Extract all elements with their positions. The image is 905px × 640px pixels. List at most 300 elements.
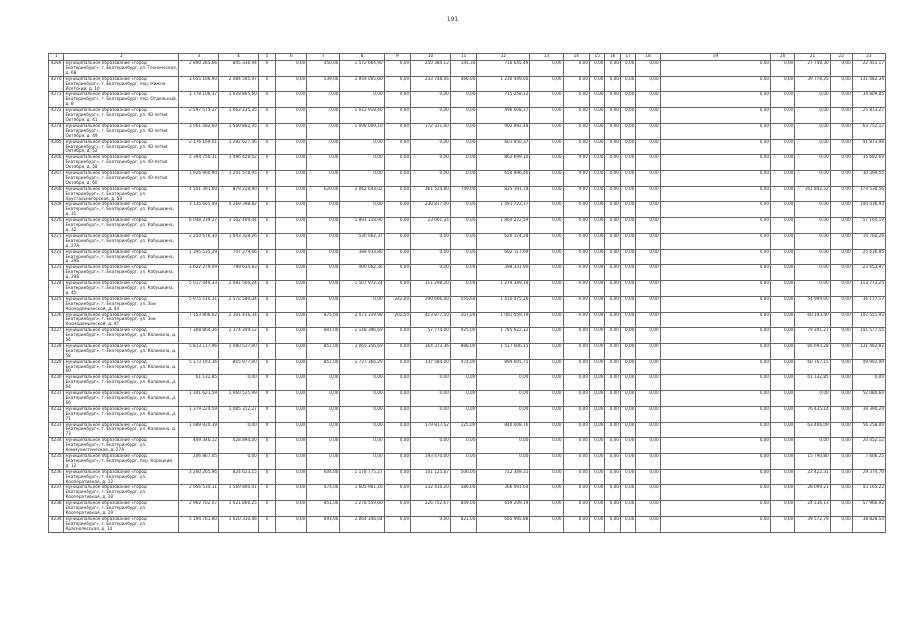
table-cell: 0,00: [830, 375, 852, 391]
table-cell: 3 135 665,49: [179, 202, 219, 218]
table-cell: 0,00: [563, 233, 590, 249]
table-cell: 23 653,97: [852, 265, 885, 281]
table-cell: 0,00: [660, 312, 770, 328]
column-number-cell: 14: [563, 54, 590, 61]
table-cell: 428 894,00: [219, 438, 259, 454]
table-cell: 0,00: [590, 202, 605, 218]
address-cell: муниципальное образование «город Екатеринбург», г. Екатеринбург, ул. Зои Космодемьянской, д. 47: [64, 312, 179, 328]
table-cell: 0,00: [636, 249, 660, 265]
table-cell: 0,00: [771, 123, 795, 139]
table-cell: 0,00: [605, 422, 620, 438]
table-cell: 0,00: [384, 453, 411, 469]
table-row: [49, 453, 886, 469]
table-cell: 0,00: [276, 92, 307, 108]
row-number-cell: 4230: [49, 375, 64, 391]
address-cell: муниципальное образование «город Екатеринбург», г. Екатеринбург, ул. Коммунистическая, д. 27А: [64, 438, 179, 454]
table-cell: 131 082,34: [852, 76, 885, 92]
address-cell: муниципальное образование «город Екатеринбург», г. Екатеринбург, ул. Кабушкина, д. 32: [64, 218, 179, 234]
table-cell: 474,00: [450, 359, 477, 375]
table-cell: 620 174,28: [477, 233, 530, 249]
address-cell: муниципальное образование «город Екатеринбург», г. Екатеринбург, пер. Нижне-Исетский, д. 10: [64, 76, 179, 92]
table-cell: 0,00: [590, 186, 605, 202]
table-cell: 0: [258, 296, 276, 312]
table-cell: 207,00: [450, 312, 477, 328]
column-number-cell: 23: [852, 54, 885, 61]
table-cell: 20 452,12: [852, 438, 885, 454]
table-row: [49, 406, 886, 422]
address-cell: муниципальное образование «город Екатеринбург», г. Екатеринбург, ул. Калинина, д. 60: [64, 359, 179, 375]
table-cell: 0,00: [276, 265, 307, 281]
table-cell: 0,00: [620, 123, 635, 139]
table-cell: 0,00: [605, 391, 620, 407]
column-number-cell: 18: [636, 54, 660, 61]
table-cell: 0,00: [384, 139, 411, 155]
table-cell: 862 699,10: [477, 155, 530, 171]
table-cell: 0,00: [411, 516, 451, 532]
table-cell: 449 346,12: [179, 438, 219, 454]
table-cell: 0,00: [384, 76, 411, 92]
table-cell: 0,00: [590, 375, 605, 391]
table-cell: 0,00: [620, 359, 635, 375]
table-cell: 0,00: [307, 218, 340, 234]
table-cell: 0,00: [384, 469, 411, 485]
table-cell: 0,00: [563, 92, 590, 108]
table-cell: 0,00: [450, 281, 477, 297]
table-cell: 0,00: [477, 453, 530, 469]
table-cell: 0: [258, 438, 276, 454]
table-cell: 0,00: [620, 406, 635, 422]
table-cell: 23 001,34: [411, 218, 451, 234]
table-cell: 0,00: [771, 501, 795, 517]
table-row: [49, 186, 886, 202]
address-cell: муниципальное образование «город Екатеринбург», г. Екатеринбург, ул. Кооперативная, д. 19: [64, 501, 179, 517]
table-cell: 0,00: [590, 501, 605, 517]
address-cell: муниципальное образование «город Екатеринбург», г. Екатеринбург, ул. 40-летия Октября, д. 52: [64, 139, 179, 155]
table-cell: 0,00: [384, 375, 411, 391]
table-cell: 0: [258, 233, 276, 249]
table-cell: 1 569 862,35: [219, 123, 259, 139]
table-cell: 0,00: [830, 249, 852, 265]
data-table: [48, 53, 886, 533]
row-number-cell: 4224: [49, 281, 64, 297]
row-number-cell: 4221: [49, 233, 64, 249]
table-cell: 0,00: [771, 61, 795, 77]
table-cell: 0,00: [795, 438, 830, 454]
table-cell: 0,00: [636, 406, 660, 422]
table-cell: 799 634,83: [219, 265, 259, 281]
table-cell: 0,00: [450, 249, 477, 265]
table-cell: 0,00: [411, 233, 451, 249]
table-cell: 0,00: [384, 108, 411, 124]
table-cell: 0,00: [620, 485, 635, 501]
table-cell: 179 817,52: [411, 422, 451, 438]
table-cell: 1 085 312,27: [219, 406, 259, 422]
table-cell: 0,00: [340, 422, 384, 438]
table-cell: 0,00: [450, 108, 477, 124]
table-cell: 0,00: [605, 296, 620, 312]
table-cell: 0,00: [276, 123, 307, 139]
table-cell: 0,00: [563, 422, 590, 438]
table-cell: 851,00: [307, 501, 340, 517]
table-cell: 0,00: [530, 312, 563, 328]
table-cell: 0,00: [636, 92, 660, 108]
table-cell: 0,00: [636, 391, 660, 407]
table-cell: 0,00: [830, 76, 852, 92]
table-cell: 0,00: [590, 171, 605, 187]
table-cell: 1 496 428,02: [219, 155, 259, 171]
table-cell: 0,00: [276, 359, 307, 375]
table-cell: 0,00: [384, 485, 411, 501]
row-number-cell: 4238: [49, 501, 64, 517]
page-number: 191: [446, 16, 459, 23]
table-row: [49, 438, 886, 454]
table-cell: 0: [258, 108, 276, 124]
table-cell: 0,00: [590, 139, 605, 155]
table-cell: 0,00: [477, 391, 530, 407]
table-cell: 0,00: [411, 155, 451, 171]
table-cell: 226 752,67: [411, 501, 451, 517]
table-cell: 586,00: [450, 485, 477, 501]
table-cell: 0,00: [563, 139, 590, 155]
table-cell: 0,00: [636, 218, 660, 234]
table-cell: 0,00: [771, 375, 795, 391]
table-cell: 0,00: [660, 438, 770, 454]
table-cell: 0: [258, 516, 276, 532]
table-cell: 0,00: [771, 516, 795, 532]
table-cell: 0,00: [620, 438, 635, 454]
table-cell: 10 760,26: [852, 233, 885, 249]
table-cell: 824 623,15: [219, 469, 259, 485]
table-cell: 0,00: [384, 123, 411, 139]
table-cell: 0,00: [636, 155, 660, 171]
table-cell: 0,00: [450, 155, 477, 171]
table-cell: 891,00: [307, 516, 340, 532]
table-cell: 0,00: [771, 186, 795, 202]
table-cell: 865 977,00: [219, 359, 259, 375]
table-cell: 0,00: [852, 375, 885, 391]
address-cell: муниципальное образование «город Екатеринбург», г. Екатеринбург, ул. Кабушкина, д. 29Б: [64, 249, 179, 265]
table-cell: 0,00: [830, 92, 852, 108]
column-number-cell: 8: [340, 54, 384, 61]
table-cell: 0,00: [530, 265, 563, 281]
table-cell: 0,00: [771, 328, 795, 344]
table-cell: 0: [258, 281, 276, 297]
table-cell: 0,00: [384, 155, 411, 171]
table-cell: 0,00: [605, 328, 620, 344]
table-cell: 0,00: [795, 171, 830, 187]
address-cell: муниципальное образование «город Екатеринбург», г. Екатеринбург, ул. Калинина, д. 56: [64, 328, 179, 344]
table-cell: 161 842,32: [795, 186, 830, 202]
table-cell: 1 959 065,60: [340, 76, 384, 92]
table-cell: 0,00: [620, 296, 635, 312]
table-cell: 0,00: [384, 61, 411, 77]
table-cell: 63 406,09: [795, 422, 830, 438]
table-cell: 0,00: [660, 123, 770, 139]
table-cell: 0,00: [563, 438, 590, 454]
table-cell: 875,00: [307, 312, 340, 328]
table-cell: 0,00: [477, 438, 530, 454]
table-cell: 0,00: [450, 391, 477, 407]
table-cell: 242,00: [384, 296, 411, 312]
table-cell: 0,00: [636, 343, 660, 359]
column-number-cell: 19: [660, 54, 770, 61]
row-number-cell: 4227: [49, 328, 64, 344]
table-cell: 0,00: [605, 61, 620, 77]
table-cell: 0,00: [530, 108, 563, 124]
table-cell: 0,00: [276, 312, 307, 328]
table-cell: 0,00: [830, 343, 852, 359]
table-cell: 0,00: [411, 139, 451, 155]
column-number-cell: 6: [276, 54, 307, 61]
table-cell: 1 572 664,90: [340, 61, 384, 77]
table-cell: 0,00: [530, 61, 563, 77]
table-cell: 30 399,55: [852, 171, 885, 187]
table-cell: 0,00: [636, 438, 660, 454]
table-cell: 25 813,27: [852, 108, 885, 124]
table-cell: 0,00: [276, 296, 307, 312]
table-cell: 0,00: [590, 422, 605, 438]
table-cell: 1 091 559,79: [477, 312, 530, 328]
table-cell: 0,00: [530, 296, 563, 312]
row-number-cell: 4269: [49, 61, 64, 77]
table-row: [49, 155, 886, 171]
table-cell: 0,00: [605, 343, 620, 359]
table-cell: 0,00: [450, 438, 477, 454]
table-cell: 0,00: [771, 485, 795, 501]
table-cell: 0,00: [771, 139, 795, 155]
table-cell: 57 164,19: [852, 218, 885, 234]
table-cell: 0,00: [530, 453, 563, 469]
table-cell: 0: [258, 123, 276, 139]
table-cell: 604,00: [307, 469, 340, 485]
table-cell: 0,00: [563, 155, 590, 171]
table-cell: 61 132,85: [795, 375, 830, 391]
address-cell: муниципальное образование «город Екатеринбург», г. Екатеринбург, пер. Корецкий, д. 12: [64, 453, 179, 469]
table-cell: 0,00: [620, 202, 635, 218]
table-cell: 29 374,70: [852, 469, 885, 485]
table-cell: 0,00: [830, 123, 852, 139]
table-cell: 113 773,25: [852, 281, 885, 297]
table-cell: 3 655 106,90: [179, 76, 219, 92]
row-number-cell: 4236: [49, 469, 64, 485]
address-cell: муниципальное образование «город Екатеринбург», г. Екатеринбург, ул. Хрустальногорская, д. 58: [64, 186, 179, 202]
table-cell: 0,00: [411, 265, 451, 281]
table-cell: 0,00: [795, 202, 830, 218]
table-cell: 0,00: [830, 312, 852, 328]
table-cell: 1 605 981,16: [340, 485, 384, 501]
table-cell: 0,00: [620, 281, 635, 297]
table-cell: 0,00: [636, 123, 660, 139]
table-cell: 0,00: [771, 218, 795, 234]
table-cell: 0,00: [636, 108, 660, 124]
table-cell: 5 813 117,96: [179, 343, 219, 359]
table-cell: 0,00: [636, 265, 660, 281]
table-cell: 0,00: [636, 61, 660, 77]
table-cell: 888,00: [450, 343, 477, 359]
table-cell: 0,00: [450, 375, 477, 391]
table-cell: 25 636,85: [852, 249, 885, 265]
table-cell: 0,00: [636, 186, 660, 202]
table-row: [49, 249, 886, 265]
table-cell: 0,00: [563, 249, 590, 265]
table-cell: 0,00: [563, 218, 590, 234]
table-cell: 2 073 319,98: [340, 312, 384, 328]
table-cell: 0,00: [276, 155, 307, 171]
table-cell: 0: [258, 453, 276, 469]
table-cell: 712 369,31: [477, 469, 530, 485]
table-cell: 1 341 621,59: [179, 391, 219, 407]
table-cell: 0,00: [530, 139, 563, 155]
table-cell: 0,00: [795, 123, 830, 139]
table-cell: 0,00: [660, 108, 770, 124]
column-number-cell: 5: [258, 54, 276, 61]
table-cell: 0,00: [276, 139, 307, 155]
table-cell: 2 065 356,69: [340, 343, 384, 359]
table-cell: 0,00: [307, 92, 340, 108]
table-cell: 0,00: [660, 76, 770, 92]
table-cell: 0,00: [605, 501, 620, 517]
table-cell: 0,00: [660, 422, 770, 438]
table-row: [49, 265, 886, 281]
table-cell: 0,00: [660, 186, 770, 202]
table-row: [49, 139, 886, 155]
table-cell: 0,00: [530, 328, 563, 344]
table-cell: 0,00: [340, 171, 384, 187]
table-cell: 0,00: [636, 422, 660, 438]
table-cell: 1 021 866,25: [219, 501, 259, 517]
table-cell: 0,00: [307, 249, 340, 265]
table-cell: 34 809,85: [852, 92, 885, 108]
address-cell: муниципальное образование «город Екатеринбург», г. Екатеринбург, ул. Кооперативная, д. 18: [64, 485, 179, 501]
table-cell: 0,00: [340, 453, 384, 469]
table-cell: 0,00: [590, 249, 605, 265]
table-cell: 1 517 606,15: [477, 343, 530, 359]
table-cell: 0: [258, 343, 276, 359]
table-cell: 902 892,48: [477, 123, 530, 139]
address-cell: муниципальное образование «город Екатеринбург», г. Екатеринбург, ул. 40-летия Октября, д. 58: [64, 155, 179, 171]
table-cell: 0,00: [590, 76, 605, 92]
table-cell: 164 373,36: [411, 343, 451, 359]
column-number-cell: 21: [795, 54, 830, 61]
table-cell: 193 470,00: [411, 453, 451, 469]
table-row: [49, 485, 886, 501]
table-cell: 0: [258, 186, 276, 202]
table-cell: 0,00: [384, 328, 411, 344]
table-cell: 0: [258, 202, 276, 218]
table-row: [49, 123, 886, 139]
table-cell: 0,00: [411, 108, 451, 124]
table-cell: 0,00: [530, 359, 563, 375]
table-cell: 57 774,00: [411, 328, 451, 344]
table-cell: 0,00: [563, 391, 590, 407]
table-cell: 0,00: [384, 218, 411, 234]
table-cell: 715 258,12: [477, 92, 530, 108]
table-cell: 0,00: [450, 453, 477, 469]
table-cell: 0,00: [590, 359, 605, 375]
table-cell: 15 790,80: [795, 453, 830, 469]
table-cell: 0,00: [477, 406, 530, 422]
address-cell: муниципальное образование «город Екатеринбург», г. Екатеринбург, ул. Калинина, д. 73: [64, 422, 179, 438]
table-cell: 0: [258, 171, 276, 187]
table-cell: 0,00: [660, 453, 770, 469]
table-cell: 2 176 169,01: [179, 139, 219, 155]
table-cell: 0,00: [830, 359, 852, 375]
table-cell: 0,00: [636, 501, 660, 517]
table-cell: 0,00: [771, 233, 795, 249]
table-cell: 0,00: [563, 171, 590, 187]
table-cell: 0,00: [590, 453, 605, 469]
table-cell: 41 873,98: [852, 139, 885, 155]
table-cell: 1 569 800,41: [219, 485, 259, 501]
table-cell: 0,00: [605, 76, 620, 92]
table-cell: 801 950,37: [477, 139, 530, 155]
table-cell: 0,00: [307, 265, 340, 281]
table-cell: 0,00: [276, 218, 307, 234]
table-cell: 0,00: [660, 391, 770, 407]
column-number-cell: 11: [450, 54, 477, 61]
table-cell: 891,00: [307, 328, 340, 344]
table-cell: 0,00: [830, 328, 852, 344]
row-number-cell: 4233: [49, 422, 64, 438]
table-cell: 0,00: [605, 375, 620, 391]
row-number-cell: 4267: [49, 171, 64, 187]
table-cell: 400 062,36: [340, 265, 384, 281]
table-cell: 0,00: [340, 296, 384, 312]
table-cell: 7 308 864,36: [179, 328, 219, 344]
table-cell: 63 752,17: [852, 123, 885, 139]
table-cell: 821,00: [450, 516, 477, 532]
row-number-cell: 4274: [49, 123, 64, 139]
address-cell: муниципальное образование «город Екатеринбург», г. Екатеринбург, пер. Отдельный, д. 8: [65, 91, 177, 107]
table-cell: 2 301 416,34: [219, 312, 259, 328]
table-row: [49, 202, 886, 218]
table-cell: 0,00: [307, 391, 340, 407]
table-cell: 398 331,90: [477, 265, 530, 281]
table-cell: 0,00: [340, 375, 384, 391]
table-cell: 0: [258, 391, 276, 407]
table-cell: 0,00: [340, 202, 384, 218]
table-cell: 0,00: [340, 438, 384, 454]
table-row: [49, 296, 886, 312]
table-cell: 3 260 265,96: [179, 469, 219, 485]
table-cell: 0,00: [660, 281, 770, 297]
table-cell: 0,00: [605, 123, 620, 139]
table-cell: 0,00: [530, 469, 563, 485]
table-cell: 0,00: [530, 186, 563, 202]
address-cell: муниципальное образование «город Екатеринбург», г. Екатеринбург, ул. Кооперативная, д. 12: [64, 469, 179, 485]
table-cell: 0,00: [771, 76, 795, 92]
table-cell: 0,00: [276, 516, 307, 532]
table-cell: 0,00: [307, 123, 340, 139]
table-cell: 474,00: [307, 485, 340, 501]
table-cell: 0,00: [384, 406, 411, 422]
table-cell: 851,00: [307, 359, 340, 375]
table-cell: 0,00: [563, 281, 590, 297]
table-cell: 1 089 920,39: [179, 422, 219, 438]
table-cell: 145,30: [450, 61, 477, 77]
table-cell: 0,00: [795, 155, 830, 171]
column-number-cell: 17: [620, 54, 635, 61]
table-cell: 0,00: [563, 61, 590, 77]
table-cell: 1 028 865,60: [219, 92, 259, 108]
table-cell: 899 605,75: [477, 359, 530, 375]
table-cell: 0,00: [620, 76, 635, 92]
table-cell: 665 995,88: [477, 516, 530, 532]
table-cell: 0,00: [605, 469, 620, 485]
table-cell: 2 656 534,11: [179, 485, 219, 501]
table-cell: 202,50: [384, 312, 411, 328]
table-cell: 602 117,69: [477, 249, 530, 265]
